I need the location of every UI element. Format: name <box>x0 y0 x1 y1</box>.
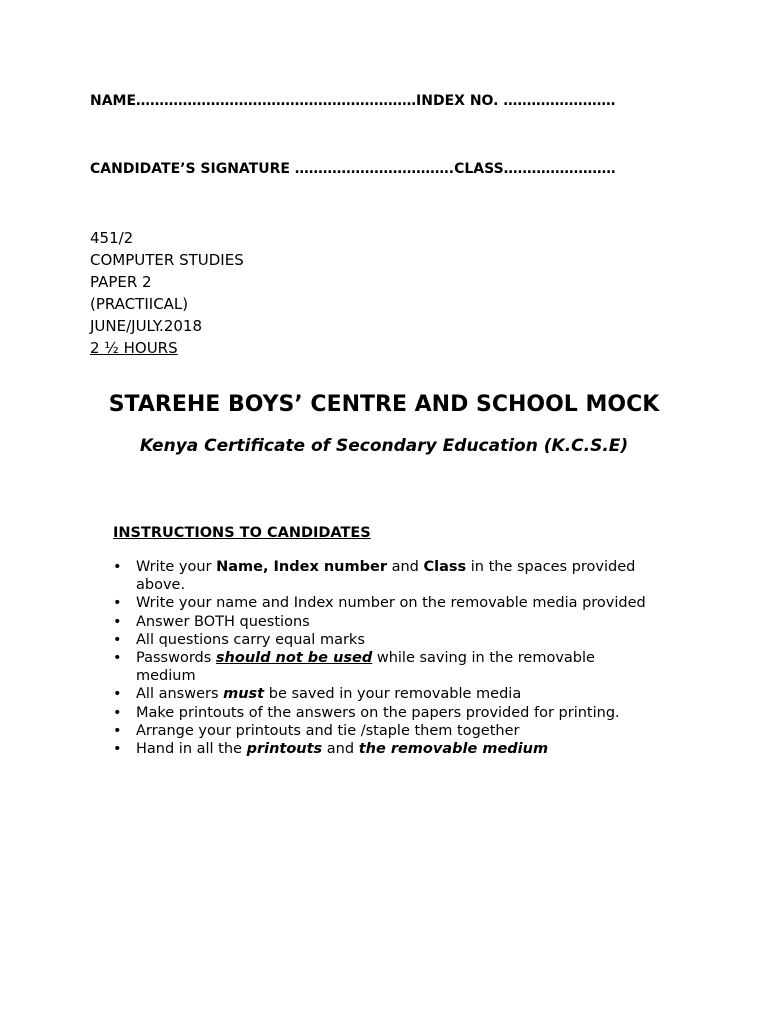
instruction-emphasis: printouts <box>246 741 323 758</box>
instruction-emphasis: the removable medium <box>358 741 549 758</box>
instruction-bold: Class <box>423 559 467 575</box>
instructions-heading: INSTRUCTIONS TO CANDIDATES <box>113 525 371 541</box>
name-index-line: NAME……………………………………………………INDEX NO. …………………… <box>90 93 616 109</box>
instruction-text: Make printouts of the answers on the papers provided for printing. <box>136 704 620 721</box>
paper-code: 451/2 <box>90 229 134 247</box>
list-item <box>113 594 653 612</box>
paper-details <box>90 227 244 359</box>
bullet-icon: • <box>113 686 122 703</box>
instruction-emphasis: must <box>223 686 265 703</box>
instruction-text: be saved in your removable media <box>264 686 522 703</box>
instruction-text: and <box>322 741 359 758</box>
instruction-bold: Name, Index number <box>216 559 387 575</box>
school-title: STAREHE BOYS’ CENTRE AND SCHOOL MOCK <box>108 392 660 417</box>
instruction-text: in the spaces provided above. <box>136 559 636 594</box>
list-item <box>113 613 653 631</box>
instruction-text: Passwords <box>136 650 216 667</box>
bullet-icon: • <box>113 741 122 758</box>
paper-number: PAPER 2 <box>90 273 152 291</box>
list-item <box>113 722 653 740</box>
exam-title: Kenya Certificate of Secondary Education (K.C.S.E) <box>139 436 629 456</box>
instruction-text: Write your name and Index number on the removable media provided <box>136 595 646 612</box>
instruction-text: Write your <box>136 559 217 575</box>
list-item <box>113 631 653 649</box>
list-item <box>113 740 653 758</box>
list-item <box>113 704 653 722</box>
list-item <box>113 649 653 685</box>
instruction-text: and <box>386 559 424 575</box>
instructions-list <box>113 558 653 758</box>
bullet-icon: • <box>113 704 122 721</box>
bullet-icon: • <box>113 650 122 667</box>
instruction-text: while saving in the removable medium <box>136 650 595 685</box>
bullet-icon: • <box>113 595 122 612</box>
instruction-text: All questions carry equal marks <box>136 631 365 648</box>
bullet-icon: • <box>113 631 122 648</box>
list-item <box>113 558 653 594</box>
instruction-text: All answers <box>136 686 224 703</box>
bullet-icon: • <box>113 613 122 630</box>
signature-class-line: CANDIDATE’S SIGNATURE …………………………….CLASS…………………… <box>90 161 616 177</box>
paper-subject: COMPUTER STUDIES <box>90 251 244 269</box>
paper-type: (PRACTIICAL) <box>90 295 189 313</box>
bullet-icon: • <box>113 559 122 575</box>
paper-date: JUNE/JULY.2018 <box>90 317 202 335</box>
list-item <box>113 685 653 703</box>
instruction-emphasis: should not be used <box>215 650 373 667</box>
instruction-text: Arrange your printouts and tie /staple them together <box>136 722 520 739</box>
instruction-text: Answer BOTH questions <box>136 613 310 630</box>
instruction-text: Hand in all the <box>136 741 247 758</box>
paper-duration: 2 ½ HOURS <box>90 339 178 357</box>
bullet-icon: • <box>113 722 122 739</box>
